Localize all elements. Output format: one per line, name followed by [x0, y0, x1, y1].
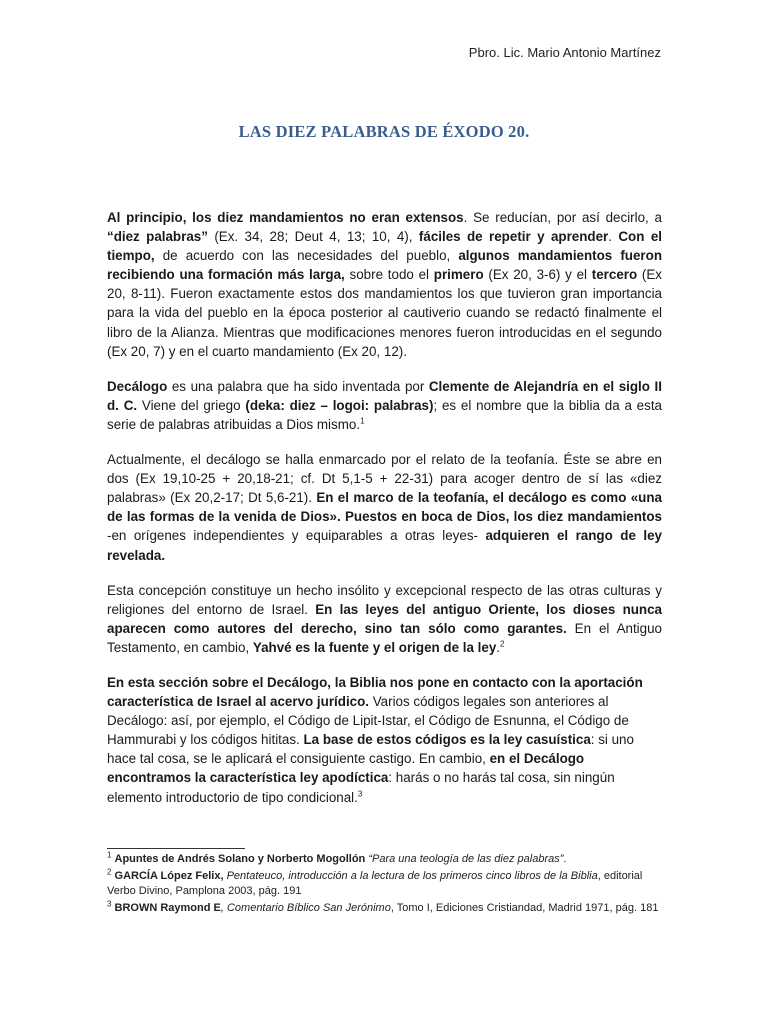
- page-header-author: Pbro. Lic. Mario Antonio Martínez: [468, 45, 661, 60]
- paragraph-3: [107, 450, 662, 565]
- text-span: .: [496, 639, 500, 655]
- text-span: . Se reducían, por así decirlo, a: [463, 210, 662, 225]
- bold-span: La base de estos códigos es la ley casuística: [303, 732, 591, 748]
- text-span: ; es el nombre que la biblia da a esta serie de palabras atribuidas a Dios mismo.: [107, 397, 662, 432]
- footnote-work: Pentateuco, introducción a la lectura de los primeros cinco libros de la Biblia: [223, 869, 598, 882]
- bold-span: tercero: [591, 267, 638, 283]
- text-span: de acuerdo con las necesidades del pueblo,: [154, 248, 459, 264]
- footnote-author: BROWN Raymond E: [114, 901, 221, 914]
- footnote-ref[interactable]: 2: [500, 639, 505, 649]
- footnote-author: GARCÍA López Felix,: [114, 869, 224, 882]
- footnote-ref[interactable]: 1: [360, 416, 365, 426]
- text-span: -en orígenes independientes y equiparables a otras leyes-: [107, 528, 486, 544]
- bold-span: Al principio, los diez mandamientos no eran extensos: [107, 210, 464, 225]
- text-span: (Ex. 34, 28; Deut 4, 13; 10, 4),: [207, 229, 419, 245]
- bold-span: algunos mandamientos fueron recibiendo una formación más larga,: [107, 248, 662, 283]
- bold-span: “diez palabras”: [107, 229, 208, 245]
- bold-span: Clemente de Alejandría en el siglo II d. C.: [107, 378, 662, 413]
- footnote-work: , Comentario Bíblico San Jerónimo: [220, 901, 391, 914]
- text-span: Actualmente, el decálogo se halla enmarcado por el relato de la teofanía. Éste se abre en dos (Ex 19,10-25 + 20,18-21; cf. Dt 5,1-5 + 22-31) para acoger dentro de sí las «diez palabras» (Ex 20,2-17; Dt 5,6-21).: [107, 452, 662, 506]
- bold-span: (deka: diez – logoi: palabras): [245, 397, 434, 413]
- footnote-number: 2: [107, 866, 112, 876]
- text-span: En el Antiguo Testamento, en cambio,: [107, 620, 662, 655]
- text-span: Viene del griego: [137, 397, 246, 413]
- footnote-ref[interactable]: 3: [357, 789, 363, 799]
- bold-span: primero: [433, 267, 484, 283]
- footnote-rest: , editorial Verbo Divino, Pamplona 2003, pág. 191: [107, 869, 643, 897]
- bold-span: Con el tiempo,: [107, 229, 662, 264]
- text-span: sobre todo el: [344, 267, 434, 283]
- text-span: : harás o no harás tal cosa, sin ningún elemento introductorio de tipo condicional.: [107, 770, 615, 805]
- bold-span: fáciles de repetir y aprender: [418, 229, 609, 245]
- bold-span: En el marco de la teofanía, el decálogo es como «una de las formas de la venida de Dios». Puestos en boca de Dios, los diez mandamientos: [107, 490, 662, 525]
- text-span: (Ex 20, 8-11). Fueron exactamente estos dos mandamientos los que tuvieron gran importancia para la vida del pueblo en la época posterior al cautiverio cuando se redactó finalmente el libro de la Alianza. Mientras que modificaciones menores fueron introducidas en el segundo (Ex 20, 7) y en el cuarto mandamiento (Ex 20, 12).: [107, 267, 662, 359]
- document-title: LAS DIEZ PALABRAS DE ÉXODO 20.: [238, 122, 530, 141]
- bold-span: adquieren el rango de ley revelada.: [107, 528, 662, 563]
- document-body: [107, 208, 662, 823]
- footnotes: [107, 852, 662, 917]
- footnote-1: [107, 852, 662, 868]
- text-span: (Ex 20, 3-6) y el: [483, 267, 592, 283]
- footnote-3: [107, 898, 662, 917]
- footnote-number: 1: [107, 850, 112, 860]
- bold-span: Yahvé es la fuente y el origen de la ley: [252, 639, 497, 655]
- text-span: Varios códigos legales son anteriores al Decálogo: así, por ejemplo, el Código de Lipit-Istar, el Código de Esnunna, el Código de Hammurabi y los códigos hititas.: [107, 694, 629, 748]
- text-span: .: [608, 229, 619, 245]
- text-span: : si uno hace tal cosa, se le aplicará el consiguiente castigo. En cambio,: [107, 732, 634, 767]
- footnote-rest: .: [563, 853, 567, 865]
- bold-span: en el Decálogo encontramos la característica ley apodíctica: [107, 751, 585, 786]
- paragraph-5: [107, 673, 662, 807]
- bold-span: En las leyes del antiguo Oriente, los dioses nunca aparecen como autores del derecho, sino tan sólo como garantes.: [107, 601, 662, 636]
- bold-span: Decálogo: [107, 378, 168, 394]
- footnote-number: 3: [107, 898, 112, 908]
- footnote-author: Apuntes de Andrés Solano y Norberto Mogollón: [114, 853, 366, 865]
- text-span: Esta concepción constituye un hecho insólito y excepcional respecto de las otras culturas y religiones del entorno de Israel.: [107, 582, 662, 617]
- bold-span: En esta sección sobre el Decálogo, la Biblia nos pone en contacto con la aportación característica de Israel al acervo jurídico.: [107, 674, 643, 710]
- footnote-work: “Para una teología de las diez palabras”: [365, 853, 564, 865]
- paragraph-1: [107, 208, 662, 361]
- footnote-2: [107, 866, 662, 900]
- paragraph-4: [107, 581, 662, 657]
- paragraph-2: [107, 377, 662, 434]
- text-span: es una palabra que ha sido inventada por: [167, 378, 429, 394]
- footnote-separator: [107, 848, 245, 849]
- footnote-rest: , Tomo I, Ediciones Cristiandad, Madrid 1971, pág. 181: [390, 901, 659, 914]
